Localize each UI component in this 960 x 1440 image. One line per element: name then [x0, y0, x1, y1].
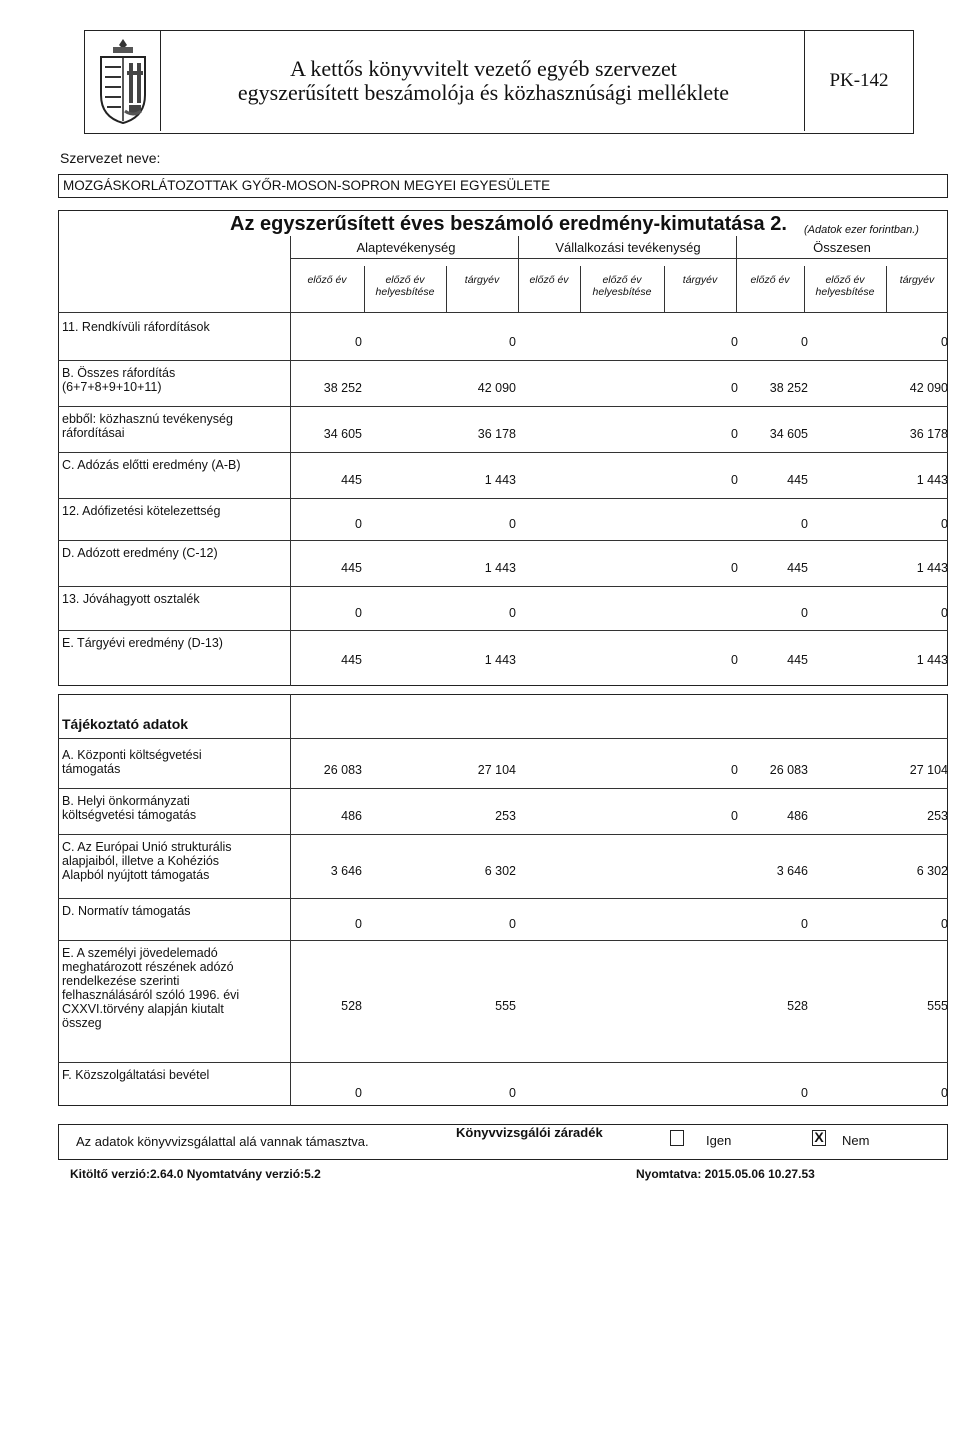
info-value-cell: 528: [787, 999, 808, 1013]
info-row-label: [62, 946, 239, 1030]
info-row-label-line: összeg: [62, 1016, 102, 1030]
info-row-label: [62, 904, 191, 918]
income-value-cell: 445: [341, 473, 362, 487]
audit-yes-label: Igen: [706, 1133, 732, 1148]
info-value-cell: 26 083: [323, 763, 362, 777]
info-row-label-line: CXXVI.törvény alapján kiutalt: [62, 1002, 224, 1016]
form-title: [163, 31, 805, 131]
info-value-cell: 0: [801, 1086, 808, 1100]
info-row-label-line: alapjaiból, illetve a Kohéziós: [62, 854, 220, 868]
info-row-label-line: rendelkezése szerinti: [62, 974, 180, 988]
income-value-cell: 36 178: [477, 427, 516, 441]
income-value-cell: 34 605: [323, 427, 362, 441]
income-value-cell: 0: [509, 335, 516, 349]
info-value-cell: 26 083: [769, 763, 808, 777]
income-value-cell: 0: [801, 335, 808, 349]
info-row-label: [62, 840, 232, 882]
info-value-cell: 253: [927, 809, 948, 823]
income-value-cell: 0: [509, 517, 516, 531]
info-value-cell: 27 104: [477, 763, 516, 777]
info-value-cell: 486: [341, 809, 362, 823]
income-value-cell: 0: [731, 473, 738, 487]
income-value-cell: 0: [355, 517, 362, 531]
column-header-prev: előző év: [529, 274, 569, 286]
income-row-label-line: ebből: közhasznú tevékenység: [62, 412, 233, 426]
income-value-cell: 1 443: [484, 561, 516, 575]
info-value-cell: 486: [787, 809, 808, 823]
income-row-label-line: (6+7+8+9+10+11): [62, 380, 162, 394]
income-row-label-line: ráfordításai: [62, 426, 125, 440]
group-heading-total: Összesen: [813, 240, 871, 255]
info-row-label: [62, 748, 202, 776]
income-row-label-line: C. Adózás előtti eredmény (A-B): [62, 458, 241, 472]
column-header-cur: tárgyév: [682, 274, 718, 286]
income-value-cell: 445: [341, 653, 362, 667]
column-header-correction-line-1: előző év: [385, 274, 425, 286]
income-row-label: [62, 320, 210, 334]
info-value-cell: 0: [941, 917, 948, 931]
info-value-cell: 0: [801, 917, 808, 931]
supplementary-title: Tájékoztató adatok: [62, 716, 189, 732]
form-code: PK-142: [829, 70, 889, 91]
info-value-cell: 3 646: [330, 864, 362, 878]
info-value-cell: 0: [509, 917, 516, 931]
column-header-corr: [580, 274, 664, 298]
info-row-label-line: költségvetési támogatás: [62, 808, 197, 822]
info-value-cell: 0: [509, 1086, 516, 1100]
column-header-correction-line-2: helyesbítése: [592, 286, 652, 298]
column-header-cur: tárgyév: [899, 274, 935, 286]
form-header: [84, 30, 914, 134]
income-row-label: [62, 366, 175, 394]
income-value-cell: 0: [731, 335, 738, 349]
info-value-cell: 6 302: [484, 864, 516, 878]
info-value-cell: 555: [495, 999, 516, 1013]
income-row-label: [62, 412, 233, 440]
info-value-cell: 0: [941, 1086, 948, 1100]
income-row-label: [62, 592, 200, 606]
income-value-cell: 0: [941, 606, 948, 620]
income-value-cell: 0: [355, 335, 362, 349]
info-row-label-line: B. Helyi önkormányzati: [62, 794, 190, 808]
info-value-cell: 0: [355, 1086, 362, 1100]
income-row-label-line: B. Összes ráfordítás: [62, 366, 176, 380]
income-value-cell: 445: [341, 561, 362, 575]
info-row-label: [62, 1068, 209, 1082]
column-header-prev: előző év: [750, 274, 790, 286]
income-value-cell: 0: [731, 561, 738, 575]
audit-statement: Az adatok könyvvizsgálattal alá vannak támasztva.: [76, 1134, 369, 1149]
organization-name: MOZGÁSKORLÁTOZOTTAK GYŐR-MOSON-SOPRON MEGYEI EGYESÜLETE: [58, 174, 948, 198]
info-row-label-line: felhasználásáról szóló 1996. évi: [62, 988, 240, 1002]
column-header-correction-line-2: helyesbítése: [375, 286, 435, 298]
info-row-label-line: E. A személyi jövedelemadó: [62, 946, 218, 960]
units-note: (Adatok ezer forintban.): [804, 224, 919, 236]
info-value-cell: 0: [731, 809, 738, 823]
income-value-cell: 38 252: [769, 381, 808, 395]
audit-yes-checkbox[interactable]: [670, 1130, 684, 1146]
income-row-label-line: 11. Rendkívüli ráfordítások: [62, 320, 210, 334]
group-heading-business: Vállalkozási tevékenység: [555, 240, 701, 255]
income-value-cell: 38 252: [323, 381, 362, 395]
info-value-cell: 253: [495, 809, 516, 823]
audit-no-checkbox[interactable]: X: [812, 1130, 826, 1146]
coat-of-arms-logo: [85, 31, 161, 131]
info-row-label-line: meghatározott részének adózó: [62, 960, 234, 974]
info-value-cell: 0: [355, 917, 362, 931]
income-value-cell: 0: [731, 427, 738, 441]
income-row-label: [62, 458, 241, 472]
income-value-cell: 1 443: [916, 561, 948, 575]
income-value-cell: 36 178: [909, 427, 948, 441]
column-header-correction-line-1: előző év: [602, 274, 642, 286]
income-row-label-line: 13. Jóváhagyott osztalék: [62, 592, 200, 606]
column-header-corr: [804, 274, 886, 298]
group-heading-basic: Alaptevékenység: [356, 240, 456, 255]
print-timestamp: Nyomtatva: 2015.05.06 10.27.53: [636, 1167, 815, 1181]
income-value-cell: 34 605: [769, 427, 808, 441]
audit-no-label: Nem: [842, 1133, 870, 1148]
income-value-cell: 42 090: [909, 381, 948, 395]
income-value-cell: 0: [941, 335, 948, 349]
info-value-cell: 6 302: [916, 864, 948, 878]
info-row-label-line: D. Normatív támogatás: [62, 904, 191, 918]
income-value-cell: 445: [787, 561, 808, 575]
income-row-label-line: D. Adózott eredmény (C-12): [62, 546, 218, 560]
info-row-label-line: támogatás: [62, 762, 121, 776]
column-header-cur: tárgyév: [464, 274, 500, 286]
info-value-cell: 27 104: [909, 763, 948, 777]
info-value-cell: 528: [341, 999, 362, 1013]
info-row-label-line: F. Közszolgáltatási bevétel: [62, 1068, 210, 1082]
info-row-label-line: C. Az Európai Unió strukturális: [62, 840, 232, 854]
info-value-cell: 3 646: [776, 864, 808, 878]
info-row-label-line: Alapból nyújtott támogatás: [62, 868, 210, 882]
form-title-line-2: egyszerűsített beszámolója és közhasznúsági melléklete: [237, 80, 730, 105]
income-value-cell: 1 443: [484, 473, 516, 487]
income-row-label: [62, 546, 218, 560]
info-value-cell: 555: [927, 999, 948, 1013]
form-title-line-1: A kettős könyvvitelt vezető egyéb szervezet: [290, 56, 677, 81]
organization-label: Szervezet neve:: [60, 150, 161, 166]
income-value-cell: 445: [787, 653, 808, 667]
income-value-cell: 42 090: [477, 381, 516, 395]
income-row-label: [62, 636, 223, 650]
income-value-cell: 0: [355, 606, 362, 620]
report-title: Az egyszerűsített éves beszámoló eredmény-kimutatása 2.: [230, 213, 787, 235]
income-row-label-line: E. Tárgyévi eredmény (D-13): [62, 636, 223, 650]
column-header-corr: [364, 274, 446, 298]
software-version: Kitöltő verzió:2.64.0 Nyomtatvány verzió:5.2: [70, 1167, 321, 1181]
income-value-cell: 1 443: [484, 653, 516, 667]
income-value-cell: 1 443: [916, 473, 948, 487]
income-value-cell: 1 443: [916, 653, 948, 667]
column-header-prev: előző év: [307, 274, 347, 286]
income-value-cell: 0: [801, 606, 808, 620]
info-value-cell: 0: [731, 763, 738, 777]
income-value-cell: 445: [787, 473, 808, 487]
audit-clause-label: Könyvvizsgálói záradék: [456, 1125, 603, 1140]
income-row-label-line: 12. Adófizetési kötelezettség: [62, 504, 221, 518]
income-value-cell: 0: [509, 606, 516, 620]
income-row-label: [62, 504, 220, 518]
income-value-cell: 0: [731, 381, 738, 395]
income-value-cell: 0: [731, 653, 738, 667]
info-row-label: [62, 794, 196, 822]
info-row-label-line: A. Központi költségvetési: [62, 748, 202, 762]
income-value-cell: 0: [941, 517, 948, 531]
income-value-cell: 0: [801, 517, 808, 531]
column-header-correction-line-1: előző év: [825, 274, 865, 286]
column-header-correction-line-2: helyesbítése: [815, 286, 875, 298]
